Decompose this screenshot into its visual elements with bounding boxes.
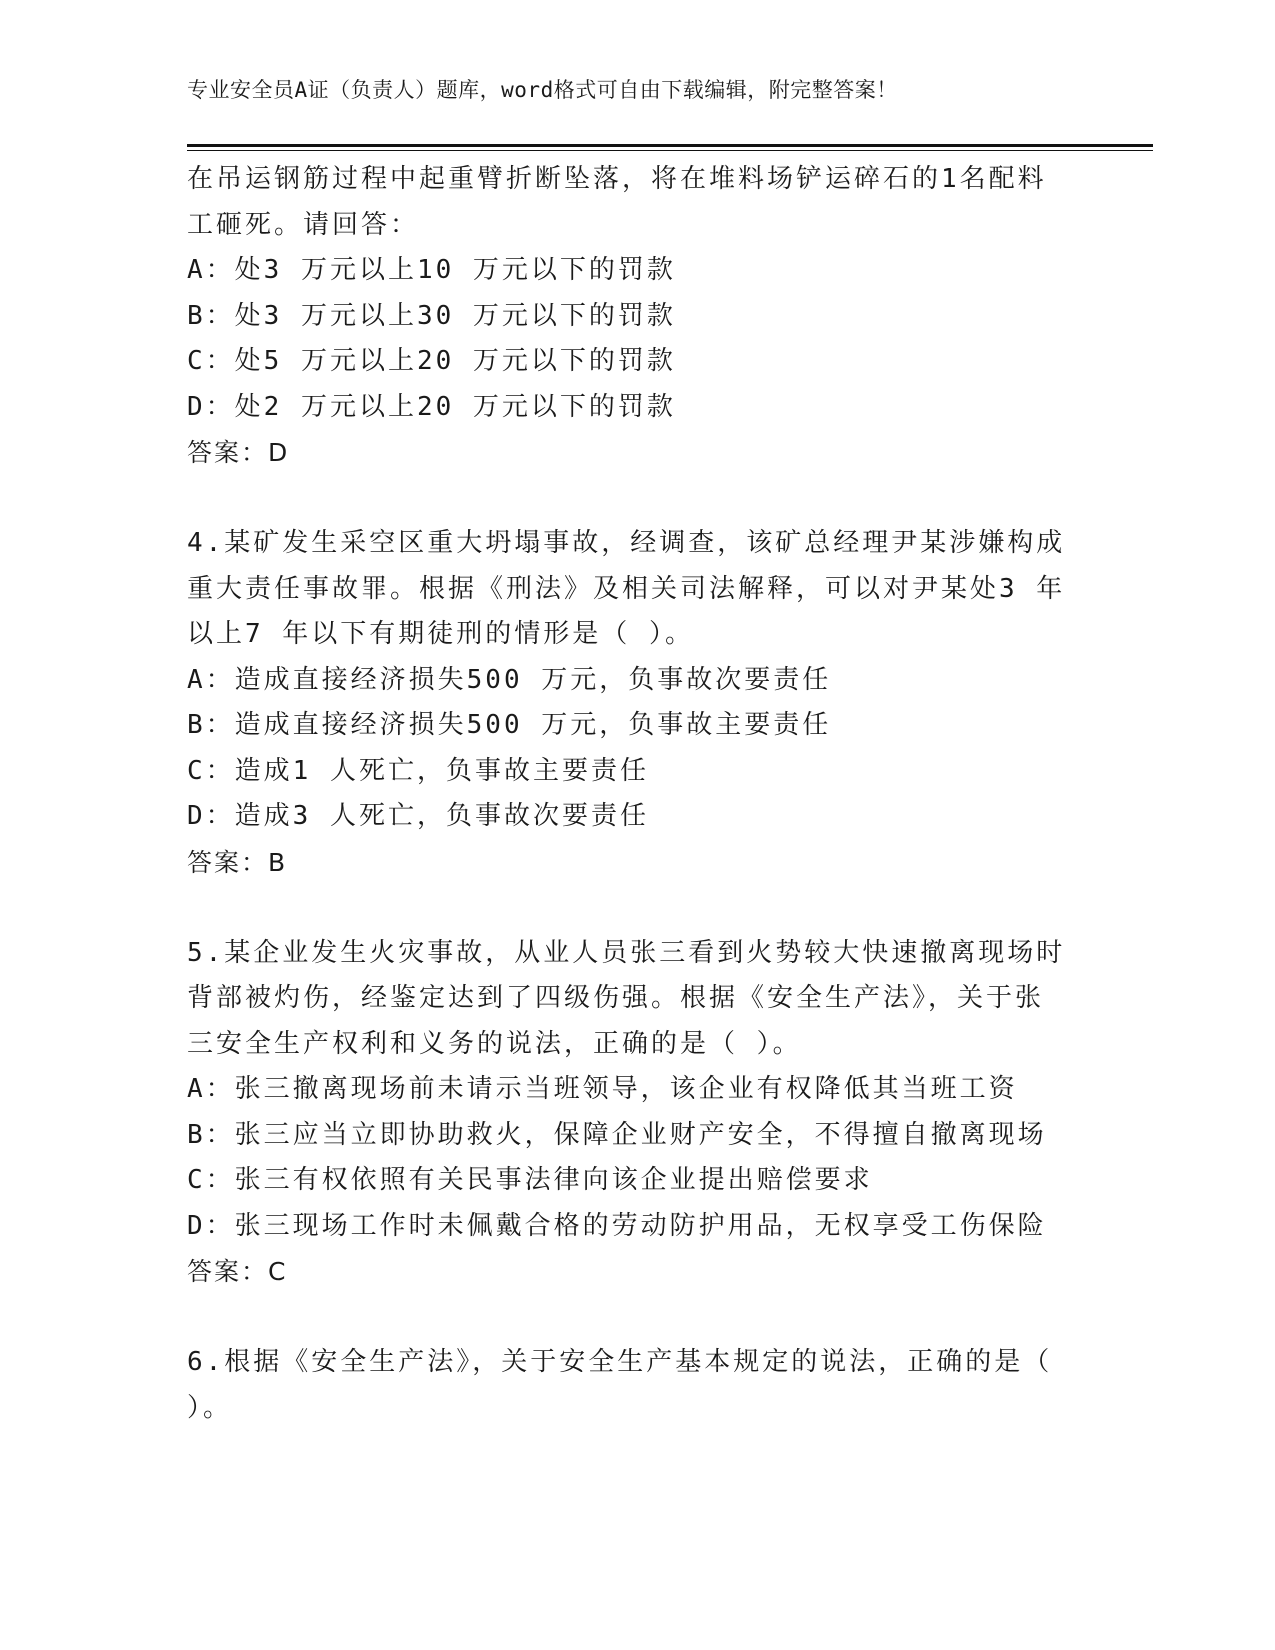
question-stem-line: 重大责任事故罪。根据《刑法》及相关司法解释，可以对尹某处3 年 [187,573,1066,604]
question-4 [187,521,1067,885]
question-stem-line: 4.某矿发生采空区重大坍塌事故，经调查，该矿总经理尹某涉嫌构成 [187,528,1066,558]
spacer [187,1295,1067,1341]
header-rule-thick [187,144,1153,147]
option-d: D：造成3 人死亡，负事故次要责任 [187,801,649,831]
option-b: B：处3 万元以上30 万元以下的罚款 [187,300,676,331]
answer-line: 答案：C [187,1257,288,1286]
header-rule-thin [187,150,1153,151]
question-stem-line: 6.根据《安全生产法》，关于安全生产基本规定的说法，正确的是（ [187,1347,1053,1377]
answer-line: 答案：B [187,847,288,877]
question-stem-line: 在吊运钢筋过程中起重臂折断坠落，将在堆料场铲运碎石的1名配料 [187,164,1047,194]
answer-line: 答案：D [187,438,290,467]
page-header: 专业安全员A证（负责人）题库，word格式可自由下载编辑，附完整答案！ [187,78,898,102]
question-stem-line: 5.某企业发生火灾事故，从业人员张三看到火势较大快速撤离现场时 [187,937,1066,968]
spacer [187,476,1067,522]
document-body [187,157,1067,1431]
question-5 [187,931,1067,1295]
option-a: A：造成直接经济损失500 万元，负事故次要责任 [187,664,832,695]
question-stem-line: 三安全生产权利和义务的说法，正确的是（ ）。 [187,1028,802,1059]
option-c: C：造成1 人死亡，负事故主要责任 [187,755,649,786]
question-stem-line: 以上7 年以下有期徒刑的情形是（ ）。 [187,619,694,649]
question-3 [187,157,1067,476]
spacer [187,885,1067,931]
option-d: D：处2 万元以上20 万元以下的罚款 [187,391,676,422]
option-c: C：张三有权依照有关民事法律向该企业提出赔偿要求 [187,1165,873,1195]
question-stem-line: 工砸死。请回答： [187,209,420,240]
option-b: B：造成直接经济损失500 万元，负事故主要责任 [187,710,832,740]
option-b: B：张三应当立即协助救火，保障企业财产安全，不得擅自撤离现场 [187,1119,1047,1150]
option-a: A：张三撤离现场前未请示当班领导，该企业有权降低其当班工资 [187,1074,1018,1104]
option-c: C：处5 万元以上20 万元以下的罚款 [187,346,676,376]
option-a: A：处3 万元以上10 万元以下的罚款 [187,255,676,285]
question-6 [187,1340,1067,1431]
question-stem-line: 背部被灼伤，经鉴定达到了四级伤强。根据《安全生产法》，关于张 [187,983,1045,1013]
question-stem-line: ）。 [187,1392,233,1423]
option-d: D：张三现场工作时未佩戴合格的劳动防护用品，无权享受工伤保险 [187,1210,1047,1241]
